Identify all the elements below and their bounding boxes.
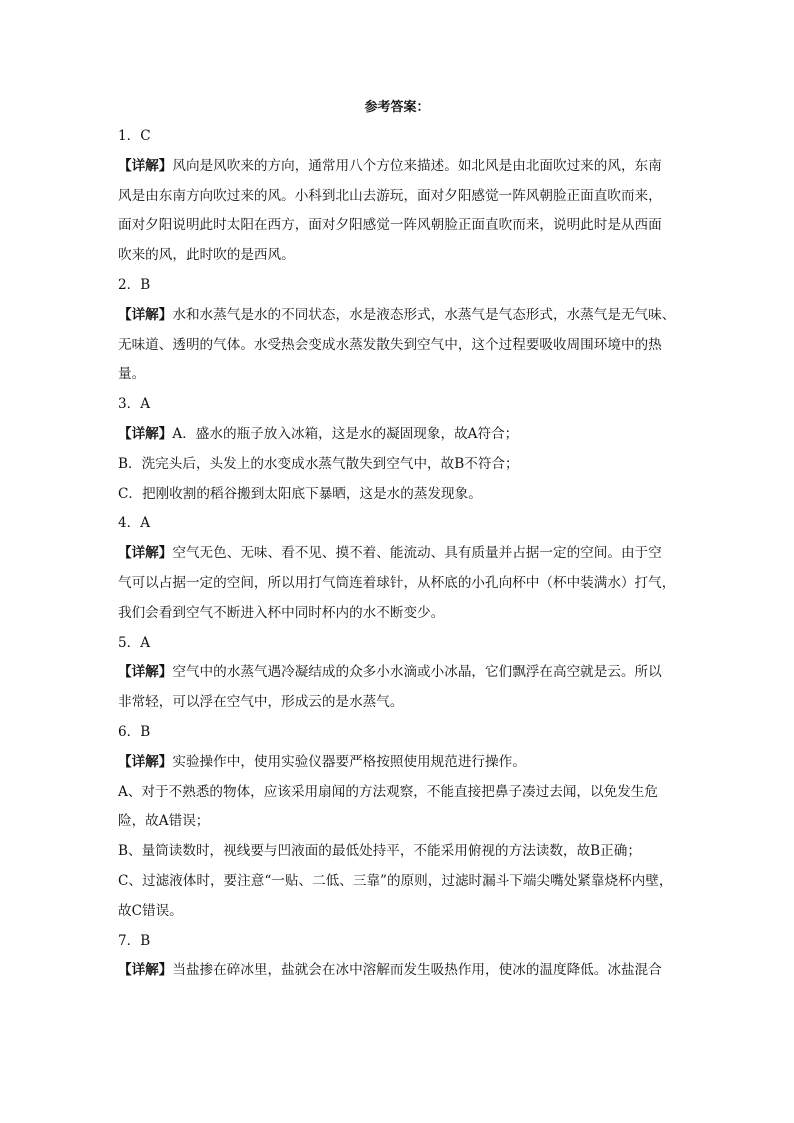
explanation-text: A、对于不熟悉的物体，应该采用扇闻的方法观察，不能直接把鼻子凑过去闻，以免发生危 bbox=[118, 783, 658, 800]
explanation-line bbox=[118, 152, 680, 182]
explanation-tag: 【详解】 bbox=[118, 545, 173, 562]
answer-number: 5．A bbox=[118, 634, 151, 651]
answer-number: 7．B bbox=[118, 932, 151, 949]
explanation-text: C、过滤液体时，要注意“一贴、二低、三靠”的原则，过滤时漏斗下端尖嘴处紧靠烧杯内壁， bbox=[118, 872, 673, 889]
explanation-line bbox=[118, 539, 680, 569]
explanation-line bbox=[118, 331, 680, 361]
explanation-tag: 【详解】 bbox=[118, 157, 173, 174]
explanation-line bbox=[118, 211, 680, 241]
explanation-text: 实验操作中，使用实验仪器要严格按照使用规范进行操作。 bbox=[172, 753, 526, 770]
explanation-line bbox=[118, 807, 680, 837]
explanation-line bbox=[118, 420, 680, 450]
explanation-tag: 【详解】 bbox=[118, 664, 173, 681]
explanation-text: C．把刚收割的稻谷搬到太阳底下暴晒，这是水的蒸发现象。 bbox=[118, 485, 482, 502]
explanation-text: 空气中的水蒸气遇冷凝结成的众多小水滴或小冰晶，它们飘浮在高空就是云。所以 bbox=[172, 664, 662, 681]
explanation-line bbox=[118, 867, 680, 897]
explanation-text: 量。 bbox=[118, 366, 146, 383]
explanation-text: 非常轻，可以浮在空气中，形成云的是水蒸气。 bbox=[118, 694, 404, 711]
explanation-text: 故C错误。 bbox=[118, 902, 183, 919]
explanation-text: A．盛水的瓶子放入冰箱，这是水的凝固现象，故A符合； bbox=[172, 425, 519, 442]
explanation-line bbox=[118, 480, 680, 510]
explanation-tag: 【详解】 bbox=[118, 962, 173, 979]
page-title: 参考答案： bbox=[364, 100, 430, 115]
explanation-text: 风是由东南方向吹过来的风。小科到北山去游玩，面对夕阳感觉一阵风朝脸正面直吹而来， bbox=[118, 187, 662, 204]
explanation-text: 险，故A错误； bbox=[118, 813, 210, 830]
explanation-line bbox=[118, 956, 680, 986]
explanation-line bbox=[118, 569, 680, 599]
explanation-text: 水和水蒸气是水的不同状态，水是液态形式，水蒸气是气态形式，水蒸气是无气味、 bbox=[172, 306, 676, 323]
explanation-text: B、量筒读数时，视线要与凹液面的最低处持平，不能采用俯视的方法读数，故B正确； bbox=[118, 843, 641, 860]
explanation-line bbox=[118, 688, 680, 718]
explanation-line bbox=[118, 360, 680, 390]
explanation-line bbox=[118, 301, 680, 331]
explanation-text: 我们会看到空气不断进入杯中同时杯内的水不断变少。 bbox=[118, 604, 445, 621]
explanation-line bbox=[118, 450, 680, 480]
answer-list bbox=[118, 122, 680, 986]
explanation-tag: 【详解】 bbox=[118, 306, 173, 323]
explanation-line bbox=[118, 182, 680, 212]
explanation-tag: 【详解】 bbox=[118, 425, 173, 442]
explanation-line bbox=[118, 778, 680, 808]
explanation-text: 吹来的风，此时吹的是西风。 bbox=[118, 247, 295, 264]
explanation-text: 风向是风吹来的方向，通常用八个方位来描述。如北风是由北面吹过来的风，东南 bbox=[172, 157, 662, 174]
answer-number: 3．A bbox=[118, 396, 151, 413]
explanation-text: 空气无色、无味、看不见、摸不着、能流动、具有质量并占据一定的空间。由于空 bbox=[172, 545, 662, 562]
explanation-line bbox=[118, 599, 680, 629]
explanation-text: 面对夕阳说明此时太阳在西方，面对夕阳感觉一阵风朝脸正面直吹而来，说明此时是从西面 bbox=[118, 217, 662, 234]
explanation-line bbox=[118, 748, 680, 778]
explanation-text: 当盐掺在碎冰里，盐就会在冰中溶解而发生吸热作用，使冰的温度降低。冰盐混合 bbox=[172, 962, 662, 979]
explanation-line bbox=[118, 241, 680, 271]
explanation-tag: 【详解】 bbox=[118, 753, 173, 770]
explanation-line bbox=[118, 658, 680, 688]
explanation-text: 气可以占据一定的空间，所以用打气筒连着球针，从杯底的小孔向杯中（杯中装满水）打气， bbox=[118, 574, 676, 591]
explanation-text: 无味道、透明的气体。水受热会变成水蒸发散失到空气中，这个过程要吸收周围环境中的热 bbox=[118, 336, 662, 353]
explanation-line bbox=[118, 837, 680, 867]
explanation-line bbox=[118, 897, 680, 927]
answer-number: 4．A bbox=[118, 515, 151, 532]
answer-number: 6．B bbox=[118, 723, 151, 740]
answer-number: 1．C bbox=[118, 128, 151, 144]
answer-number: 2．B bbox=[118, 276, 151, 293]
explanation-text: B．洗完头后，头发上的水变成水蒸气散失到空气中，故B不符合； bbox=[118, 455, 519, 472]
